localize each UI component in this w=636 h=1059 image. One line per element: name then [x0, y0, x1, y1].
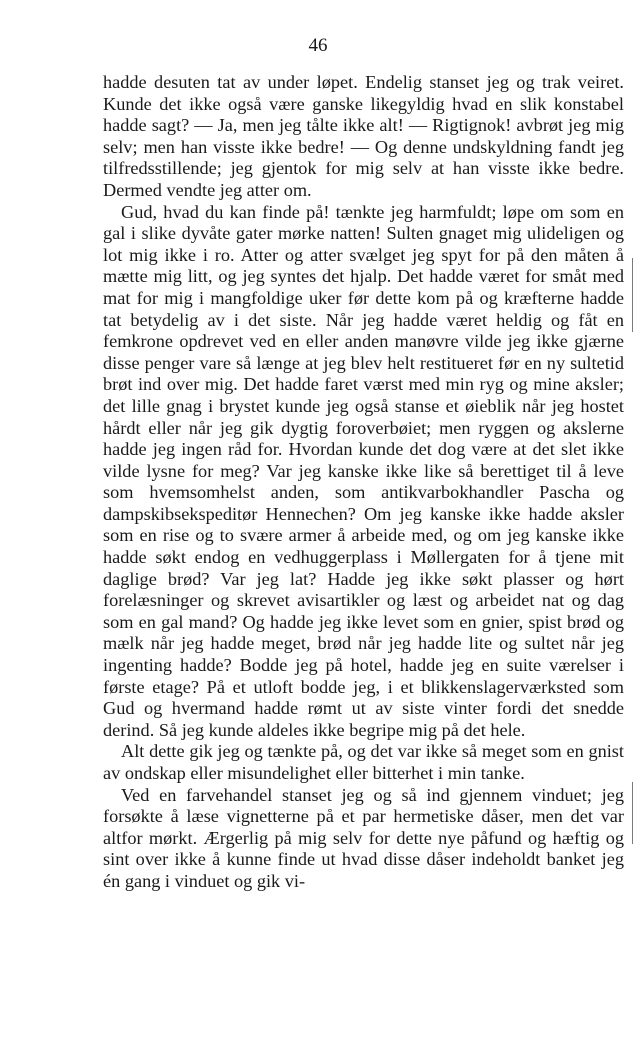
paragraph: Ved en farvehandel stanset jeg og så ind gjennem vinduet; jeg forsøkte å læse vignetterne på et par hermetiske dåser, men det var altfor mørkt. Ærgerlig på mig selv for dette nye påfund og hæftig og sint over ikke å kunne finde ut hvad disse dåser indeholdt banket jeg én gang i vinduet og gik vi- [103, 784, 624, 891]
body-text [103, 72, 624, 893]
paragraph: hadde desuten tat av under løpet. Endelig stanset jeg og trak veiret. Kunde det ikke også være ganske likegyldig hvad en slik konstabel hadde sagt? — Ja, men jeg tålte ikke alt! — Rigtignok! avbrøt jeg mig selv; men han visste ikke bedre! — Og denne undskyldning fandt jeg tilfredsstillende; jeg gjentok for mig selv at han visste ikke bedre. Dermed vendte jeg atter om. [103, 72, 624, 200]
paragraph: Gud, hvad du kan finde på! tænkte jeg harmfuldt; løpe om som en gal i slike dyvåte gater mørke natten! Sulten gnaget mig ulideligen og lot mig ikke i ro. Atter og atter svælget jeg spyt for på den måten å mætte mig litt, og jeg syntes det hjalp. Det hadde været for småt med mat for mig i mangfoldige uker før dette kom på og kræfterne hadde tat betydelig av i det siste. Når jeg hadde været heldig og fåt en femkrone opdrevet ved en eller anden manøvre vilde jeg ikke gjærne disse penger vare så længe at jeg blev helt restitueret før en ny sultetid brøt ind over mig. Det hadde faret værst med min ryg og mine aksler; det lille gnag i brystet kunde jeg også stanse et øieblik når jeg hostet hårdt eller når jeg gik dygtig foroverbøiet; men ryggen og akslerne hadde jeg ingen råd for. Hvordan kunde det dog være at det slet ikke vilde lysne for meg? Var jeg kanske ikke like så berettiget til å leve som hvemsomhelst anden, som antikvarbokhandler Pascha og dampskibsekspeditør Hennechen? Om jeg kanske ikke hadde aksler som en rise og to svære armer å arbeide med, og om jeg kanske ikke hadde søkt endog en vedhuggerplass i Møllergaten for å tjene mit daglige brød? Var jeg lat? Hadde jeg ikke søkt plasser og hørt forelæsninger og skrevet avisartikler og læst og arbeidet nat og dag som en gal mand? Og hadde jeg ikke levet som en gnier, spist brød og mælk når jeg hadde meget, brød når jeg hadde lite og sultet når jeg ingenting hadde? Bodde jeg på hotel, hadde jeg en suite værelser i første etage? På et utloft bodde jeg, i et blikkenslagerværksted som Gud og hvermand hadde rømt ut av siste vinter fordi det snedde derind. Så jeg kunde aldeles ikke begripe mig på det hele. [103, 201, 624, 740]
page-number: 46 [308, 35, 328, 56]
margin-line [632, 258, 633, 332]
margin-line [632, 782, 633, 844]
paragraph: Alt dette gik jeg og tænkte på, og det var ikke så meget som en gnist av ondskap eller misundelighet eller bitterhet i min tanke. [103, 741, 624, 783]
